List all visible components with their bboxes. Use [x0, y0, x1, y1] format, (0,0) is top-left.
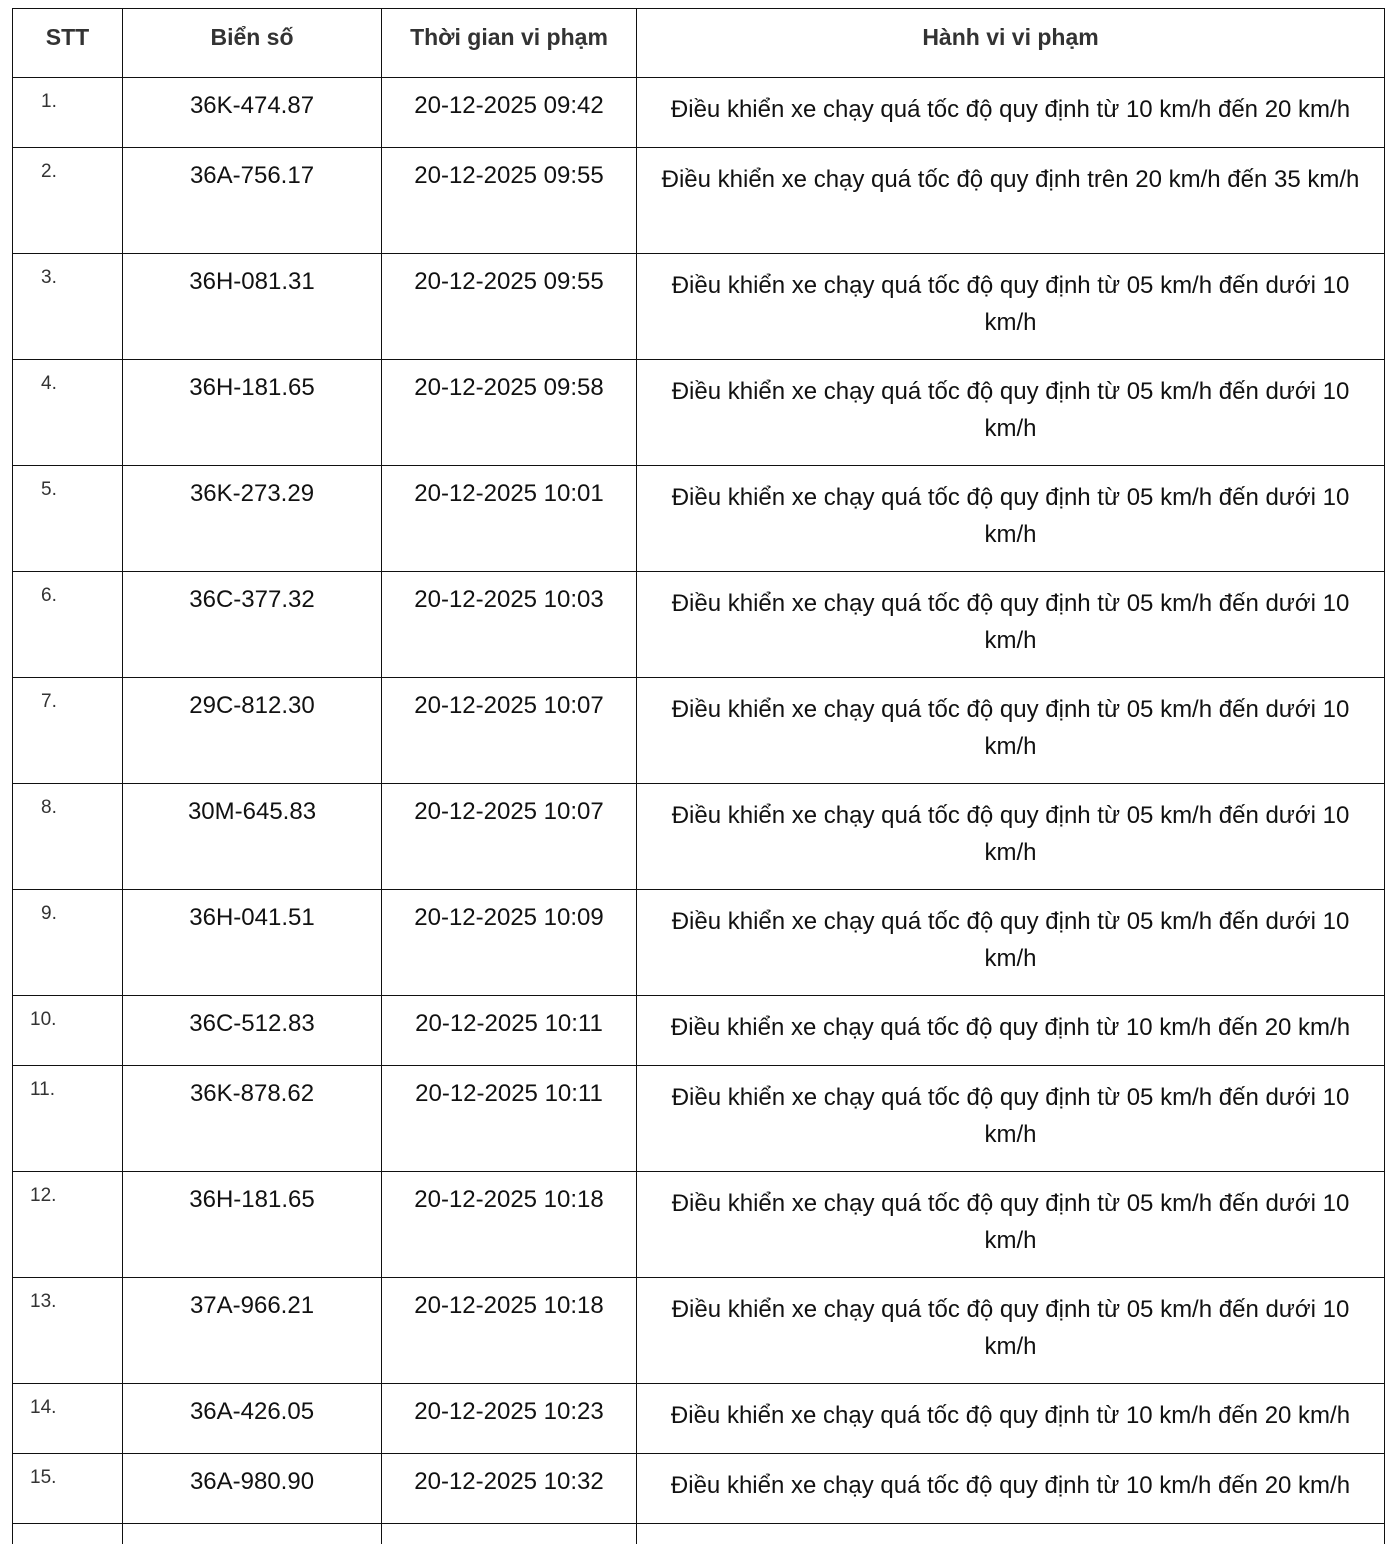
- row-stt: 3.: [13, 254, 123, 360]
- table-row: [13, 1278, 1385, 1384]
- row-plate: 36A-426.05: [123, 1384, 382, 1454]
- row-violation: Điều khiển xe chạy quá tốc độ quy định từ 05 km/h đến dưới 10 km/h: [637, 1066, 1385, 1172]
- row-violation: Điều khiển xe chạy quá tốc độ quy định từ 10 km/h đến 20 km/h: [637, 1454, 1385, 1524]
- row-time: 20-12-2025 10:18: [382, 1172, 637, 1278]
- row-violation: Điều khiển xe chạy quá tốc độ quy định từ 05 km/h đến dưới 10 km/h: [637, 784, 1385, 890]
- row-violation: Điều khiển xe chạy quá tốc độ quy định từ 05 km/h đến dưới 10 km/h: [637, 466, 1385, 572]
- table-row: [13, 784, 1385, 890]
- table-row: [13, 148, 1385, 254]
- row-stt: 5.: [13, 466, 123, 572]
- row-time: 20-12-2025 10:07: [382, 784, 637, 890]
- row-time: 20-12-2025 10:07: [382, 678, 637, 784]
- table-row: [13, 1066, 1385, 1172]
- row-plate: 36A-980.90: [123, 1454, 382, 1524]
- row-plate: 36H-081.31: [123, 254, 382, 360]
- table-row: [13, 1172, 1385, 1278]
- row-violation: Điều khiển xe chạy quá tốc độ quy định từ 05 km/h đến dưới 10 km/h: [637, 572, 1385, 678]
- row-plate: 36K-878.62: [123, 1066, 382, 1172]
- table-row-cut-off: [13, 1524, 1385, 1544]
- row-time: 20-12-2025 09:55: [382, 148, 637, 254]
- row-stt: 9.: [13, 890, 123, 996]
- table-row: [13, 466, 1385, 572]
- row-time: 20-12-2025 10:32: [382, 1454, 637, 1524]
- row-time: 20-12-2025 10:01: [382, 466, 637, 572]
- row-stt: 1.: [13, 78, 123, 148]
- row-plate: 29C-812.30: [123, 678, 382, 784]
- header-time: Thời gian vi phạm: [382, 9, 637, 78]
- row-stt: [13, 1524, 123, 1544]
- row-violation: Điều khiển xe chạy quá tốc độ quy định từ 05 km/h đến dưới 10 km/h: [637, 1172, 1385, 1278]
- header-stt: STT: [13, 9, 123, 78]
- row-stt: 15.: [13, 1454, 123, 1524]
- row-stt: 4.: [13, 360, 123, 466]
- row-plate: 36H-181.65: [123, 360, 382, 466]
- table-row: [13, 360, 1385, 466]
- row-stt: 6.: [13, 572, 123, 678]
- table-row: [13, 78, 1385, 148]
- row-plate: 36K-273.29: [123, 466, 382, 572]
- row-time: 20-12-2025 10:23: [382, 1384, 637, 1454]
- row-time: 20-12-2025 10:18: [382, 1278, 637, 1384]
- row-stt: 8.: [13, 784, 123, 890]
- row-violation: Điều khiển xe chạy quá tốc độ quy định từ 10 km/h đến 20 km/h: [637, 78, 1385, 148]
- row-stt: 2.: [13, 148, 123, 254]
- row-plate: 36H-181.65: [123, 1172, 382, 1278]
- row-violation: Điều khiển xe chạy quá tốc độ quy định trên 20 km/h đến 35 km/h: [637, 148, 1385, 254]
- row-time: 20-12-2025 10:03: [382, 572, 637, 678]
- header-violation: Hành vi vi phạm: [637, 9, 1385, 78]
- table-row: [13, 1454, 1385, 1524]
- row-plate: 30M-645.83: [123, 784, 382, 890]
- violations-table: [12, 8, 1385, 1544]
- table-row: [13, 996, 1385, 1066]
- table-row: [13, 890, 1385, 996]
- row-violation: Điều khiển xe chạy quá tốc độ quy định từ 05 km/h đến dưới 10 km/h: [637, 678, 1385, 784]
- row-plate: 36A-756.17: [123, 148, 382, 254]
- row-stt: 14.: [13, 1384, 123, 1454]
- row-violation: [637, 1524, 1385, 1544]
- table-row: [13, 572, 1385, 678]
- row-stt: 10.: [13, 996, 123, 1066]
- row-stt: 11.: [13, 1066, 123, 1172]
- row-plate: 36H-041.51: [123, 890, 382, 996]
- row-time: 20-12-2025 09:55: [382, 254, 637, 360]
- table-header-row: [13, 9, 1385, 78]
- row-time: 20-12-2025 10:11: [382, 1066, 637, 1172]
- row-violation: Điều khiển xe chạy quá tốc độ quy định từ 10 km/h đến 20 km/h: [637, 996, 1385, 1066]
- table-row: [13, 1384, 1385, 1454]
- row-violation: Điều khiển xe chạy quá tốc độ quy định từ 10 km/h đến 20 km/h: [637, 1384, 1385, 1454]
- row-plate: 36C-377.32: [123, 572, 382, 678]
- row-violation: Điều khiển xe chạy quá tốc độ quy định từ 05 km/h đến dưới 10 km/h: [637, 254, 1385, 360]
- row-violation: Điều khiển xe chạy quá tốc độ quy định từ 05 km/h đến dưới 10 km/h: [637, 360, 1385, 466]
- row-plate: 36K-474.87: [123, 78, 382, 148]
- row-violation: Điều khiển xe chạy quá tốc độ quy định từ 05 km/h đến dưới 10 km/h: [637, 1278, 1385, 1384]
- row-stt: 13.: [13, 1278, 123, 1384]
- row-time: 20-12-2025 10:09: [382, 890, 637, 996]
- table-row: [13, 254, 1385, 360]
- row-plate: 36C-512.83: [123, 996, 382, 1066]
- row-stt: 12.: [13, 1172, 123, 1278]
- row-stt: 7.: [13, 678, 123, 784]
- row-plate: 37A-966.21: [123, 1278, 382, 1384]
- row-plate: [123, 1524, 382, 1544]
- row-time: 20-12-2025 10:11: [382, 996, 637, 1066]
- table-row: [13, 678, 1385, 784]
- header-plate: Biển số: [123, 9, 382, 78]
- row-time: [382, 1524, 637, 1544]
- row-violation: Điều khiển xe chạy quá tốc độ quy định từ 05 km/h đến dưới 10 km/h: [637, 890, 1385, 996]
- row-time: 20-12-2025 09:58: [382, 360, 637, 466]
- row-time: 20-12-2025 09:42: [382, 78, 637, 148]
